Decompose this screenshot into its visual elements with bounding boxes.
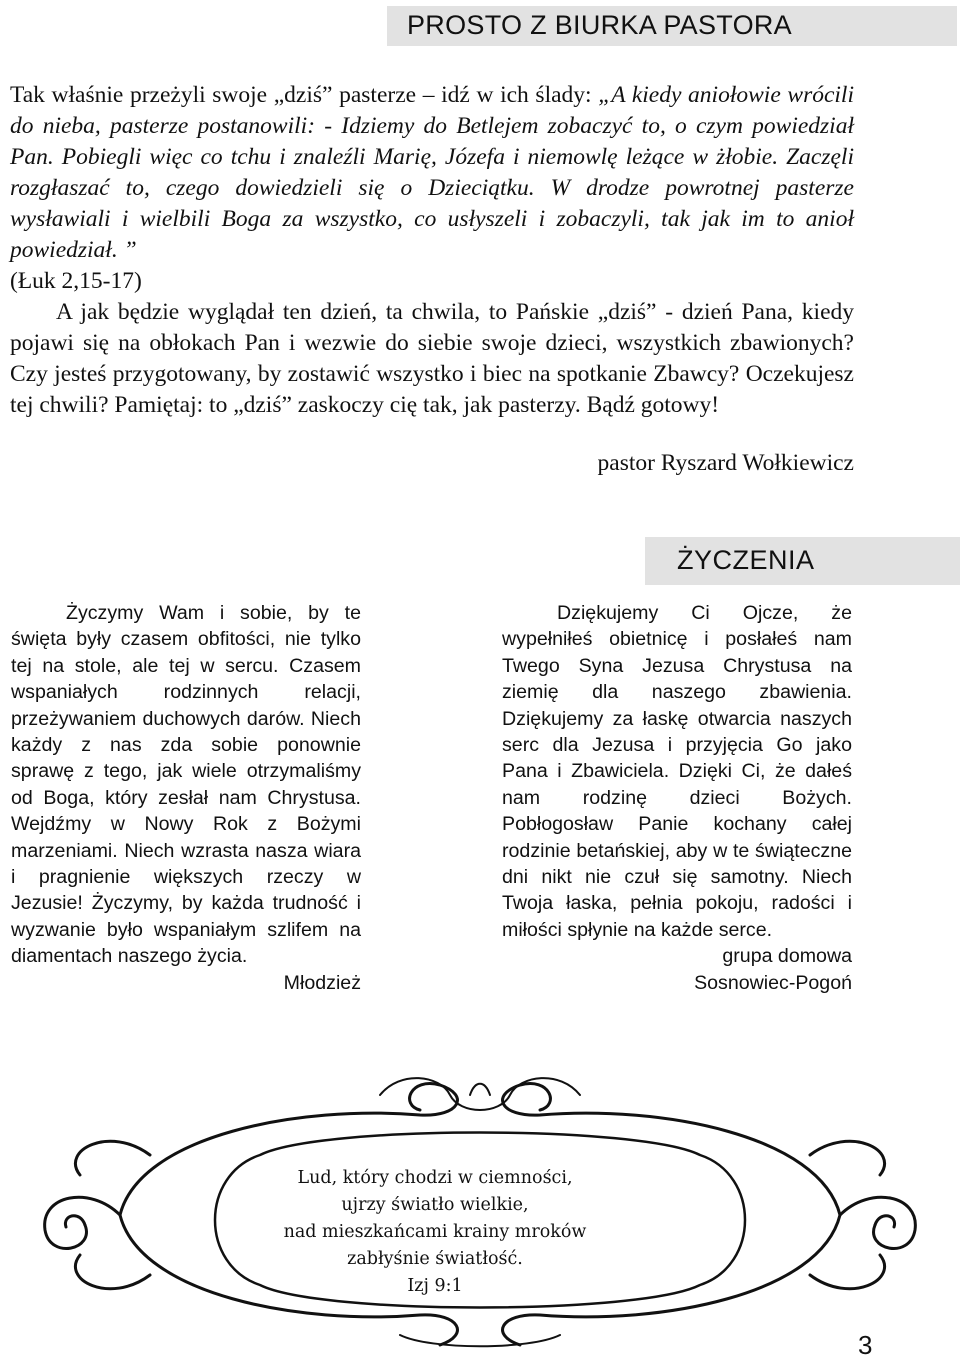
verse-line-2: ujrzy światło wielkie, (341, 1195, 529, 1215)
verse-reference: Izj 9:1 (407, 1276, 463, 1296)
scripture-quote: „A kiedy aniołowie wrócili do nieba, pasterze postanowili: - Idziemy do Betlejem zobaczyć to, o czym powiedział Pan. Pobiegli więc co tchu i znaleźli Marię, Józefa i niemowlę leżące w żłobie. Zaczęli rozgłaszać to, czego dowiedzieli się o Dzieciątku. W drodze powrotnej pasterze wysławiali i wielbili Boga za wszystko, co usłyszeli i zobaczyli, tak jak im to anioł powiedział. ” (10, 82, 854, 263)
article-paragraph-1 (10, 80, 854, 266)
article-paragraph-2: A jak będzie wyglądał ten dzień, ta chwila, to Pańskie „dziś” - dzień Pana, kiedy pojawi się na obłokach Pan i wezwie do siebie swoje dzieci, wszystkich zbawionych? Czy jesteś przygotowany, by zostawić wszystko i biec na spotkanie Zbawcy? Oczekujesz tej chwili? Pamiętaj: to „dziś” zaskoczy cię tak, jak pasterzy. Bądź gotowy! (10, 299, 854, 418)
wishes-title: ŻYCZENIA (677, 545, 815, 575)
verse-line-1: Lud, który chodzi w ciemności, (297, 1168, 573, 1188)
section-title: PROSTO Z BIURKA PASTORA (407, 10, 792, 40)
wishes-homegroup-signature-2: Sosnowiec-Pogoń (694, 971, 852, 994)
wishes-youth-text: Życzymy Wam i sobie, by te święta były czasem obfitości, nie tylko tej na stole, ale tej w sercu. Czasem wspaniałych rodzinnych relacji, przeżywaniem duchowych darów. Niech każdy z nas zda sobie ponownie sprawę z tego, jak wiele otrzymaliśmy od Boga, który zesłał nam Chrystusa. Wejdźmy w Nowy Rok z Bożymi marzeniami. Niech wzrasta nasza wiara i pragnienie większych rzeczy w Jezusie! Życzymy, by każda trudność i wyzwanie było wspaniałym szlifem na diamentach naszego życia. (11, 602, 361, 968)
verse-line-3: nad mieszkańcami krainy mroków (283, 1222, 587, 1242)
verse-line-4: zabłyśnie światłość. (347, 1249, 523, 1269)
scripture-verse (250, 1165, 620, 1300)
wishes-homegroup-text: Dziękujemy Ci Ojcze, że wypełniłeś obietnicę i posłałeś nam Twego Syna Jezusa Chrystusa na ziemię dla naszego zbawienia. Dziękujemy za łaskę otwarcia naszych serc dla Jezusa i przyjęcia Go jako Pana i Zbawiciela. Dzięki Ci, że dałeś nam rodzinę dzieci Bożych. Pobłogosław Panie kochany całej rodzinie betańskiej, aby w te świąteczne dni nikt nie czuł się samotny. Niech Twoja łaska, pełnia pokoju, radości i miłości spłynie na każde serce. (502, 602, 852, 941)
wishes-homegroup-signature-1: grupa domowa (722, 945, 852, 968)
header-bar (387, 6, 957, 46)
article-intro: Tak właśnie przeżyli swoje „dziś” pasterze – idź w ich ślady: (10, 82, 599, 108)
wishes-column-youth (11, 600, 361, 996)
wishes-youth-signature: Młodzież (283, 971, 361, 994)
article-signature: pastor Ryszard Wołkiewicz (597, 450, 854, 476)
page-number: 3 (858, 1330, 873, 1360)
wishes-header-bar (645, 537, 960, 585)
scripture-reference: (Łuk 2,15-17) (10, 268, 142, 294)
pastor-article (10, 80, 854, 421)
wishes-column-homegroup (502, 600, 852, 996)
